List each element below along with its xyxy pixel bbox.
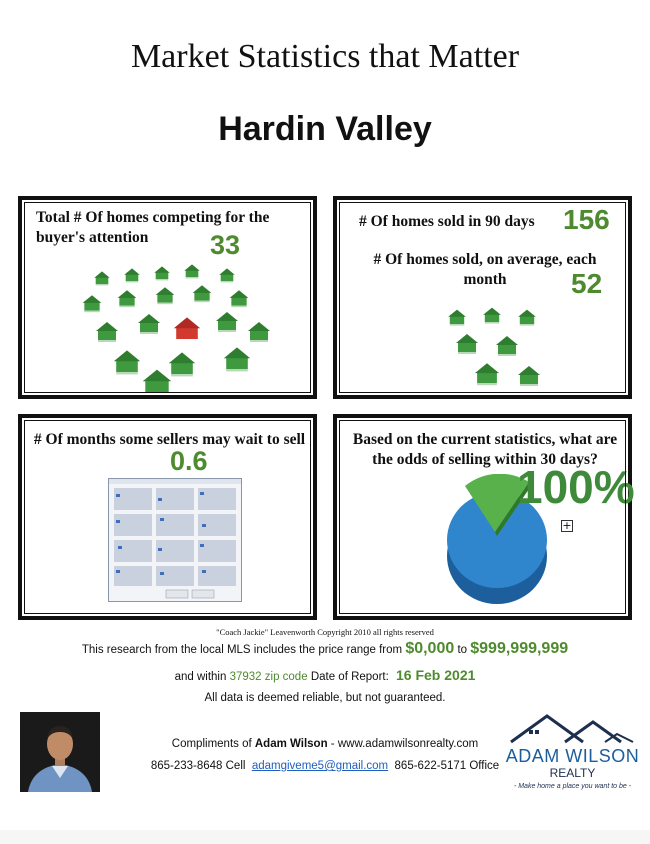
homes-sold-90-value: 156 (563, 204, 610, 235)
homes-sold-monthly-value: 52 (571, 268, 603, 299)
months-wait-value: 0.6 (170, 446, 208, 476)
price-range-line (0, 640, 650, 658)
copyright-text: "Coach Jackie" Leavenworth Copyright 2010 all rights reserved (216, 627, 434, 637)
page-title: Market Statistics that Matter (130, 38, 520, 75)
price-min: $0,000 (405, 640, 455, 657)
competing-homes-value: 33 (210, 230, 241, 260)
competing-homes-box (18, 196, 317, 399)
area-title: Hardin Valley (218, 110, 432, 148)
homes-sold-box (333, 196, 632, 399)
odds-box (333, 414, 635, 620)
odds-value: 100% (517, 461, 635, 513)
competing-homes-question: Total # Of homes competing for the buyer's attention (36, 209, 270, 246)
zip-date-line (0, 667, 650, 683)
homes-sold-90-question: # Of homes sold in 90 days (359, 213, 535, 230)
office-phone: 865-622-5171 Office (394, 760, 500, 772)
to-word: to (457, 644, 468, 656)
months-wait-box (18, 414, 317, 620)
calendar-illustration (108, 478, 242, 602)
agent-website: - www.adamwilsonrealty.com (327, 738, 479, 750)
company-logo (505, 712, 640, 797)
disclaimer-text: All data is deemed reliable, but not guaranteed. (204, 692, 446, 704)
agent-photo (20, 712, 100, 792)
expand-icon[interactable]: + (562, 519, 572, 532)
houses-illustration (77, 262, 277, 392)
zip-code: 37932 zip code (229, 671, 308, 683)
houses-illustration-small (437, 304, 547, 394)
logo-name: ADAM WILSON (505, 746, 640, 766)
compliments-prefix: Compliments of (171, 738, 252, 750)
agent-name: Adam Wilson (254, 738, 328, 750)
logo-tagline: - Make home a place you want to be - (513, 783, 632, 790)
price-max: $999,999,999 (470, 640, 569, 657)
within-word: and within (174, 671, 227, 683)
odds-question: Based on the current statistics, what are the odds of selling within 30 days? (352, 431, 618, 468)
email-link[interactable]: adamgiveme5@gmail.com (251, 760, 389, 772)
date-value: 16 Feb 2021 (396, 667, 476, 683)
roof-icon (505, 712, 640, 746)
homes-sold-monthly-question: # Of homes sold, on average, each month (373, 251, 597, 288)
cell-phone: 865-233-8648 Cell (150, 760, 246, 772)
logo-realty: REALTY (549, 766, 596, 780)
date-label: Date of Report: (310, 671, 389, 683)
months-wait-question: # Of months some sellers may wait to sell (33, 431, 306, 448)
mls-text: This research from the local MLS includes the price range from (81, 644, 403, 656)
